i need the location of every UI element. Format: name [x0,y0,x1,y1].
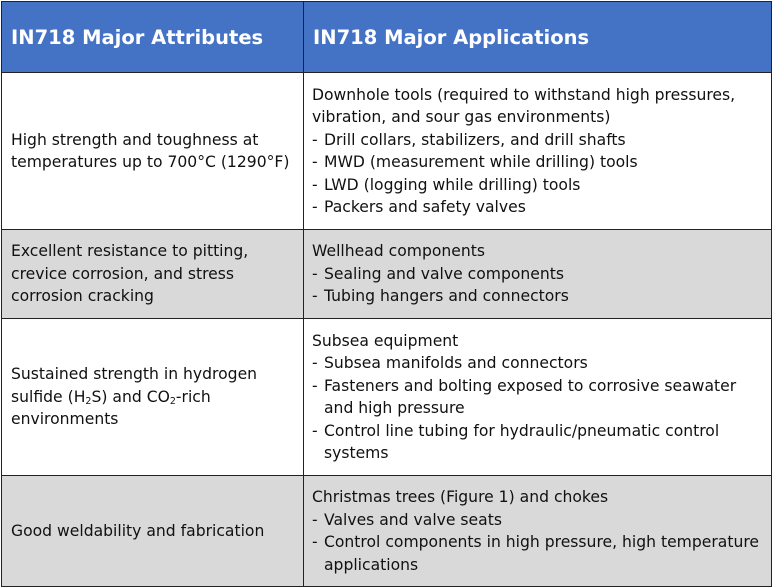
list-item: - Tubing hangers and connectors [312,287,569,306]
application-cell [304,476,772,587]
table-row [2,230,772,319]
application-list [312,352,763,465]
application-list [312,129,763,219]
application-cell [304,230,772,319]
attribute-cell [2,319,304,476]
attribute-text: Excellent resistance to pitting, crevice corrosion, and stress corrosion cracking [11,242,249,306]
list-item: - Packers and safety valves [312,198,526,216]
table-row [2,73,772,230]
application-title: Wellhead components [312,242,485,261]
list-item: - LWD (logging while drilling) tools [312,175,581,194]
attribute-cell [2,476,304,587]
application-title: Subsea equipment [312,331,459,350]
application-title: Downhole tools (required to withstand high pressures, vibration, and sour gas environments) [312,85,736,126]
application-title: Christmas trees (Figure 1) and chokes [312,488,609,506]
list-item: - Control line tubing for hydraulic/pneumatic control systems [312,421,720,462]
list-item: - Control components in high pressure, high temperature applications [312,533,759,574]
list-item: - Sealing and valve components [312,264,564,283]
attributes-applications-table [1,1,772,587]
application-list [312,509,763,577]
attribute-cell [2,73,304,230]
list-item: - Subsea manifolds and connectors [312,354,588,372]
application-cell [304,73,772,230]
application-list [312,263,763,308]
attribute-text: High strength and toughness at temperatures up to 700°C (1290°F) [11,130,290,171]
attribute-text: Good weldability and fabrication [11,521,265,540]
list-item: - Drill collars, stabilizers, and drill shafts [312,130,626,149]
list-item: - MWD (measurement while drilling) tools [312,153,638,171]
list-item: - Fasteners and bolting exposed to corrosive seawater and high pressure [312,376,737,417]
header-applications: IN718 Major Applications [304,2,772,73]
application-cell [304,319,772,476]
header-attributes: IN718 Major Attributes [2,2,304,73]
table-row [2,319,772,476]
table-row [2,476,772,587]
table-header-row [2,2,772,73]
attribute-cell [2,230,304,319]
list-item: - Valves and valve seats [312,510,502,529]
attribute-text: Sustained strength in hydrogen sulfide $(H_2S)$ and $CO_2$-rich environments [11,365,258,429]
